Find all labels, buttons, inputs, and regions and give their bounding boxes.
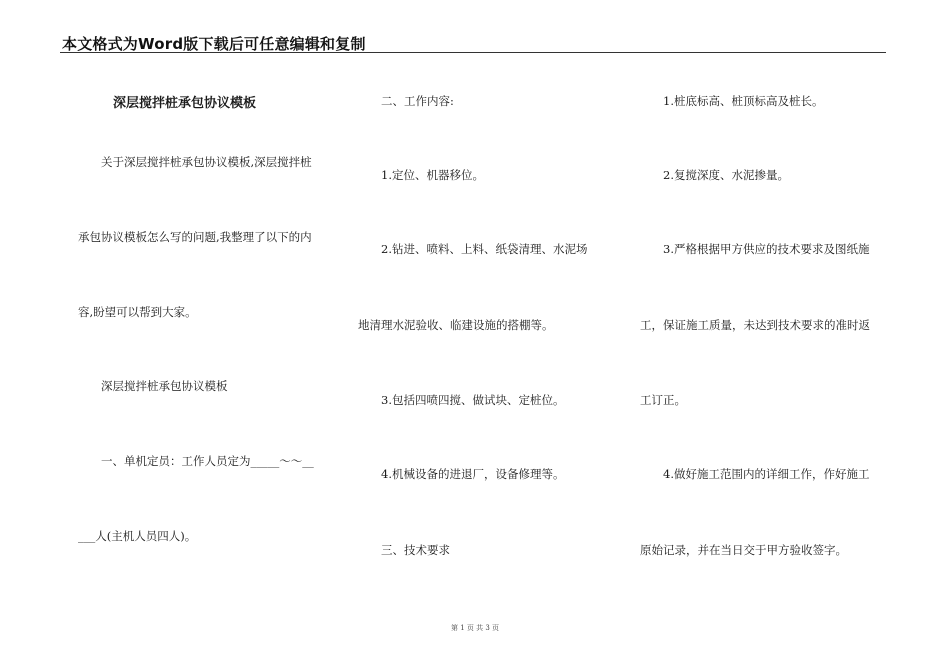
col3-line-6: 4.做好施工范围内的详细工作，作好施工 (663, 467, 870, 481)
col2-line-1: 二、工作内容: (381, 94, 454, 108)
col1-line-1: 关于深层搅拌桩承包协议模板,深层搅拌桩 (101, 155, 312, 169)
col1-line-2: 承包协议模板怎么写的问题,我整理了以下的内 (78, 230, 312, 244)
col2-line-7: 三、技术要求 (381, 543, 450, 557)
col3-line-4: 工，保证施工质量，未达到技术要求的准时返 (640, 318, 870, 332)
col3-line-2: 2.复搅深度、水泥掺量。 (663, 168, 789, 182)
col1-line-6: ___人(主机人员四人)。 (78, 529, 197, 543)
col2-line-2: 1.定位、机器移位。 (381, 168, 484, 182)
header-divider (60, 52, 886, 53)
header-title: 本文格式为Word版下载后可任意编辑和复制 (62, 35, 366, 53)
col2-line-4: 地清理水泥验收、临建设施的搭棚等。 (358, 318, 554, 332)
page-number: 第 1 页 共 3 页 (450, 624, 500, 632)
col2-line-5: 3.包括四喷四搅、做试块、定桩位。 (381, 393, 565, 407)
col3-line-1: 1.桩底标高、桩顶标高及桩长。 (663, 94, 824, 108)
col1-line-5: 一、单机定员：工作人员定为_____～～__ (101, 454, 314, 468)
col2-line-6: 4.机械设备的进退厂，设备修理等。 (381, 467, 565, 481)
document-title: 深层搅拌桩承包协议模板 (113, 96, 257, 111)
col1-line-4: 深层搅拌桩承包协议模板 (101, 379, 228, 393)
col3-line-3: 3.严格根据甲方供应的技术要求及图纸施 (663, 242, 870, 256)
col3-line-7: 原始记录，并在当日交于甲方验收签字。 (640, 543, 847, 557)
col2-line-3: 2.钻进、喷料、上料、纸袋清理、水泥场 (381, 242, 588, 256)
col3-line-5: 工订正。 (640, 393, 686, 407)
col1-line-3: 容,盼望可以帮到大家。 (78, 305, 197, 319)
